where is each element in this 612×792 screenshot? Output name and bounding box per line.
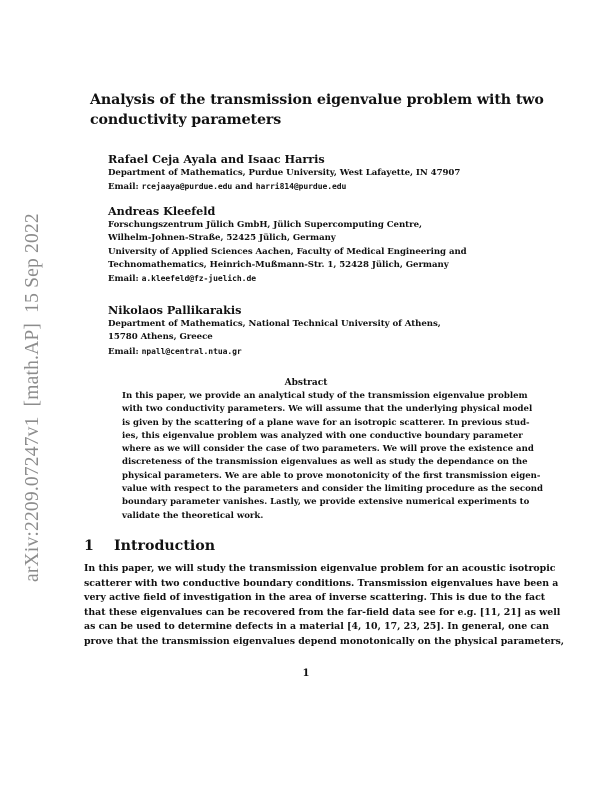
arxiv-stamp [22,213,44,582]
body-line: In this paper, we will study the transmission eigenvalue problem for an acoustic isotropic [84,563,556,574]
email-label: Email: [108,182,139,193]
abstract-line: In this paper, we provide an analytical study of the transmission eigenvalue problem [122,391,528,401]
section-number: 1 [84,538,94,554]
email-label: Email: [108,346,139,357]
abstract-body [122,390,543,523]
email-line [108,345,441,359]
email-join: and [235,182,253,193]
arxiv-date: 15 Sep 2022 [22,213,43,313]
author-block [108,303,441,359]
body-line: that these eigenvalues can be recovered from the far-field data see for e.g. [11, 21] as well [84,606,561,618]
email-link[interactable]: harri814@purdue.edu [255,182,347,192]
author-names: Andreas Kleefeld [108,204,216,218]
affiliation: Technomathematics, Heinrich-Mußmann-Str. 1, 52428 Jülich, Germany [108,259,449,270]
section-title: Introduction [114,538,216,554]
abstract-line: validate the theoretical work. [122,510,264,521]
abstract-line: where as we will consider the case of two parameters. We will prove the existence and [122,444,534,455]
arxiv-id: arXiv:2209.07247v1 [22,416,43,582]
author-names: Nikolaos Pallikarakis [108,303,242,317]
author-names: Rafael Ceja Ayala and Isaac Harris [108,152,325,166]
affiliation: Department of Mathematics, Purdue University, West Lafayette, IN 47907 [108,168,461,178]
section-heading [84,538,215,554]
abstract-line: boundary parameter vanishes. Lastly, we provide extensive numerical experiments to [122,497,530,508]
email-link[interactable]: a.kleefeld@fz-juelich.de [141,274,256,284]
author-block [108,152,460,195]
email-link[interactable]: npall@central.ntua.gr [141,346,242,356]
abstract-heading: Abstract [284,378,328,388]
author-block [108,204,467,286]
abstract-line: with two conductivity parameters. We will assume that the underlying physical model [122,404,533,415]
email-link[interactable]: rcejaaya@purdue.edu [141,182,233,192]
affiliation: Wilhelm-Johnen-Straße, 52425 Jülich, Germany [108,233,336,244]
abstract-line: ies, this eigenvalue problem was analyzed with one conductive boundary parameter [122,430,523,441]
body-line: as can be used to determine defects in a material [4, 10, 17, 23, 25]. In general, one can [84,621,550,633]
affiliation: University of Applied Sciences Aachen, Faculty of Medical Engineering and [108,246,467,257]
title-line: conductivity parameters [90,112,282,128]
body-line: scatterer with two conductive boundary conditions. Transmission eigenvalues have been a [84,577,559,589]
abstract-line: physical parameters. We are able to prove monotonicity of the first transmission eigen- [122,470,541,481]
affiliation: Forschungszentrum Jülich GmbH, Jülich Supercomputing Centre, [108,220,422,230]
abstract-line: is given by the scattering of a plane wave for an isotropic scatterer. In previous stud- [122,417,530,428]
email-line [108,180,460,194]
paper-title [90,90,544,130]
section-body [84,562,565,650]
abstract-line: value with respect to the parameters and consider the limiting procedure as the second [122,484,543,495]
body-line: prove that the transmission eigenvalues depend monotonically on the physical parameters, [84,635,565,647]
email-line [108,272,467,286]
affiliation: 15780 Athens, Greece [108,332,213,343]
page-number: 1 [302,668,310,679]
affiliation: Department of Mathematics, National Technical University of Athens, [108,319,441,329]
body-line: very active field of investigation in the area of inverse scattering. This is due to the fact [84,592,546,604]
title-line: Analysis of the transmission eigenvalue problem with two [90,92,544,108]
arxiv-category: [math.AP] [22,322,43,407]
abstract-line: discreteness of the transmission eigenvalues as well as study the dependance on the [122,457,528,468]
email-label: Email: [108,274,139,285]
